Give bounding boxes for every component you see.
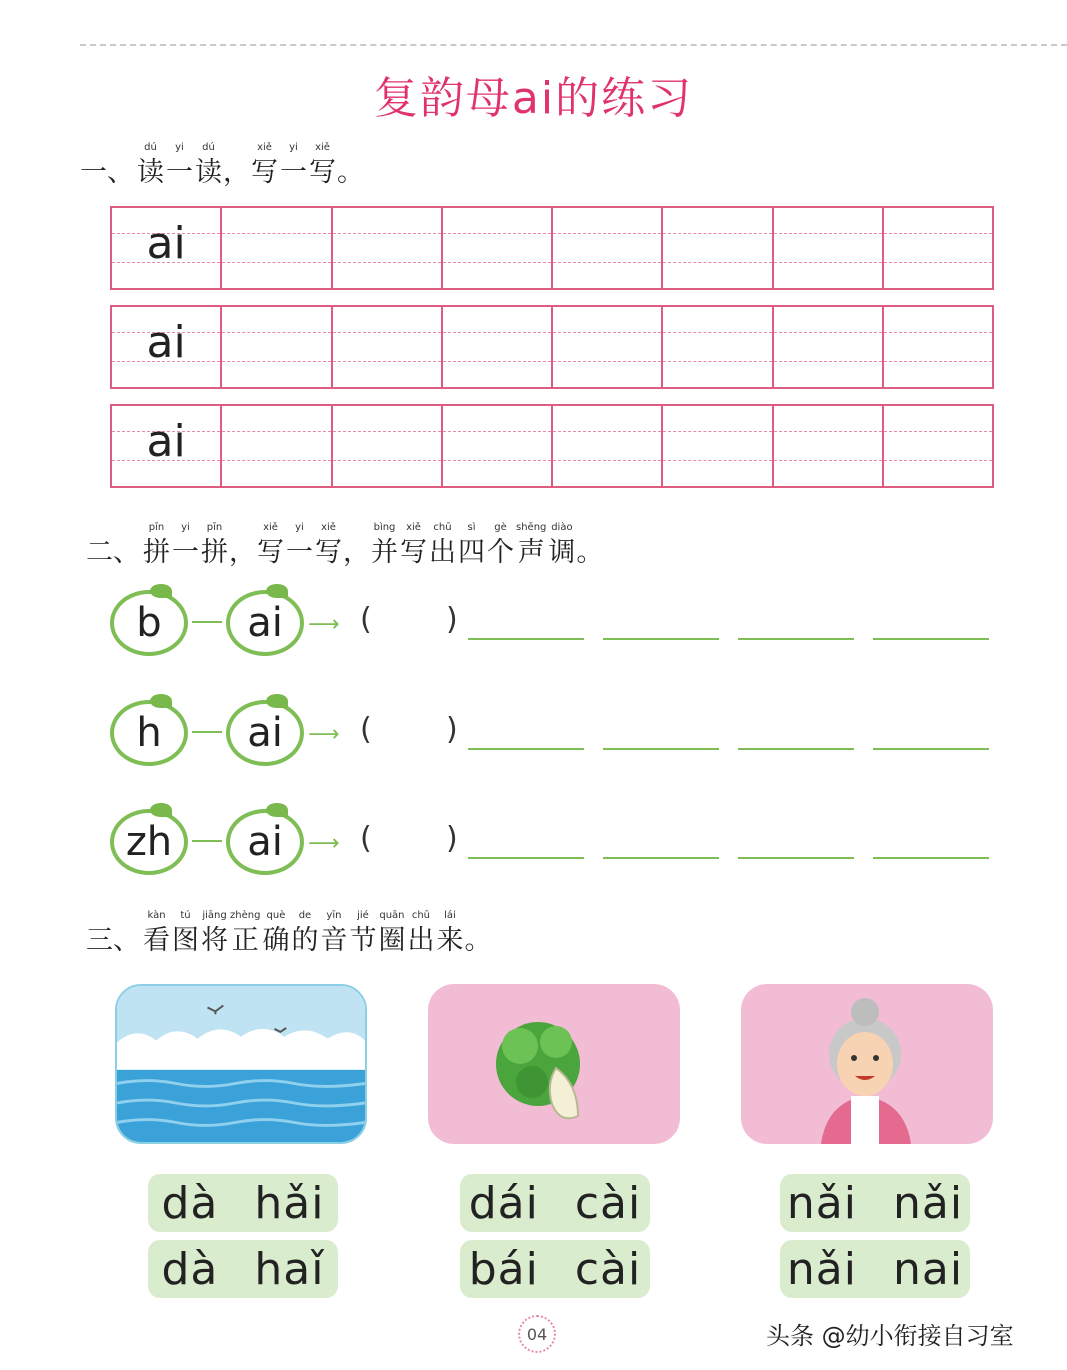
paren-close: ) [446, 712, 458, 747]
ruby-char: yīn 音 [320, 910, 348, 956]
initial-bubble: h [110, 700, 188, 766]
comma: ， [223, 157, 250, 188]
leaf-icon [150, 694, 172, 708]
grid-cell-sample [112, 208, 222, 288]
sea-picture [115, 984, 367, 1144]
grid-cell-blank[interactable] [663, 406, 773, 486]
page-title: 复韵母ai的练习 [373, 73, 694, 124]
ruby-char: pīn 拼 [201, 522, 228, 568]
answer-blank[interactable] [468, 748, 584, 750]
paren-close: ) [446, 821, 458, 856]
grid-cell-blank[interactable] [663, 307, 773, 387]
grid-cell-sample [112, 307, 222, 387]
answer-blank[interactable] [873, 748, 989, 750]
final-bubble: ai [226, 590, 304, 656]
answer-blank[interactable] [603, 638, 719, 640]
answer-blank[interactable] [468, 638, 584, 640]
ruby-char: chū 出 [429, 522, 456, 568]
leaf-icon [150, 584, 172, 598]
ruby-char: yi 一 [166, 142, 193, 188]
option-cabbage-2[interactable]: bái cài [460, 1240, 650, 1298]
grid-cell-blank[interactable] [774, 307, 884, 387]
section2-number: 二、 [86, 537, 140, 568]
grid-cell-blank[interactable] [333, 208, 443, 288]
answer-blank[interactable] [603, 857, 719, 859]
period: 。 [337, 157, 364, 188]
period: 。 [576, 537, 604, 568]
grid-cell-blank[interactable] [443, 208, 553, 288]
answer-blank[interactable] [873, 638, 989, 640]
leaf-icon [266, 803, 288, 817]
ruby-char: jiāng 将 [201, 910, 228, 956]
grid-cell-blank[interactable] [443, 307, 553, 387]
grid-cell-blank[interactable] [774, 208, 884, 288]
page-number: 04 [518, 1315, 556, 1353]
joiner-line [192, 840, 222, 842]
section3-number: 三、 [86, 925, 140, 956]
ruby-char: tú 图 [172, 910, 199, 956]
grid-cell-sample [112, 406, 222, 486]
initial-bubble: b [110, 590, 188, 656]
answer-blank[interactable] [603, 748, 719, 750]
final-bubble: ai [226, 700, 304, 766]
joiner-line [192, 621, 222, 623]
ruby-char: chū 出 [407, 910, 435, 956]
final-bubble: ai [226, 809, 304, 875]
ruby-char: yi 一 [286, 522, 313, 568]
leaf-icon [150, 803, 172, 817]
ruby-char: jié 节 [349, 910, 377, 956]
ruby-char: gè 个 [487, 522, 514, 568]
sample-text: ai [146, 416, 186, 467]
grid-cell-blank[interactable] [553, 208, 663, 288]
paren-open: ( [360, 821, 372, 856]
grid-cell-blank[interactable] [222, 406, 332, 486]
answer-blank[interactable] [738, 857, 854, 859]
grid-cell-blank[interactable] [663, 208, 773, 288]
ruby-char: diào 调 [548, 522, 576, 568]
ruby-char: pīn 拼 [143, 522, 170, 568]
comma: ， [343, 537, 370, 568]
answer-blank[interactable] [738, 748, 854, 750]
paren-open: ( [360, 712, 372, 747]
cabbage-picture [428, 984, 680, 1144]
ruby-char: xiě 写 [251, 142, 278, 188]
ruby-char: xiě 写 [257, 522, 284, 568]
period: 。 [464, 925, 492, 956]
ruby-char: xiě 写 [315, 522, 342, 568]
answer-blank[interactable] [738, 638, 854, 640]
sample-text: ai [146, 218, 186, 269]
ruby-char: zhèng 正 [230, 910, 261, 956]
ruby-char: dú 读 [195, 142, 222, 188]
ruby-char: kàn 看 [143, 910, 170, 956]
ruby-char: bìng 并 [371, 522, 398, 568]
ruby-char: quān 圈 [378, 910, 406, 956]
comma: ， [229, 537, 256, 568]
combo-row-h [108, 694, 998, 774]
combo-row-zh [108, 803, 998, 883]
ruby-char: xiě 写 [309, 142, 336, 188]
grid-cell-blank[interactable] [774, 406, 884, 486]
grid-cell-blank[interactable] [333, 406, 443, 486]
grid-cell-blank[interactable] [884, 406, 992, 486]
arrow-right-icon: ⟶ [308, 722, 340, 747]
top-dashed-divider [80, 44, 1067, 46]
paren-close: ) [446, 602, 458, 637]
section2-heading [86, 520, 603, 570]
grid-cell-blank[interactable] [333, 307, 443, 387]
ruby-char: shēng 声 [516, 522, 547, 568]
combo-row-b [108, 584, 998, 664]
paren-open: ( [360, 602, 372, 637]
grid-cell-blank[interactable] [443, 406, 553, 486]
writing-grid-row-1 [110, 206, 994, 290]
arrow-right-icon: ⟶ [308, 831, 340, 856]
ruby-char: de 的 [291, 910, 319, 956]
ruby-char: yi 一 [280, 142, 307, 188]
section1-heading [80, 140, 364, 190]
ruby-char: xiě 写 [400, 522, 427, 568]
ruby-char: dú 读 [137, 142, 164, 188]
option-cabbage-1[interactable]: dái cài [460, 1174, 650, 1232]
option-sea-1[interactable]: dà hǎi [148, 1174, 338, 1232]
initial-bubble: zh [110, 809, 188, 875]
ruby-char: sì 四 [458, 522, 485, 568]
ruby-char: lái 来 [436, 910, 464, 956]
writing-grid-row-2 [110, 305, 994, 389]
option-grandma-1[interactable]: nǎi nǎi [780, 1174, 970, 1232]
grid-cell-blank[interactable] [884, 208, 992, 288]
leaf-icon [266, 694, 288, 708]
answer-blank[interactable] [468, 857, 584, 859]
ruby-char: què 确 [262, 910, 290, 956]
sample-text: ai [146, 317, 186, 368]
joiner-line [192, 731, 222, 733]
source-credit: 头条 @幼小衔接自习室 [766, 1322, 1014, 1350]
option-grandma-2[interactable]: nǎi nai [780, 1240, 970, 1298]
option-sea-2[interactable]: dà haǐ [148, 1240, 338, 1298]
grid-cell-blank[interactable] [222, 307, 332, 387]
section1-number: 一、 [80, 157, 134, 188]
grid-cell-blank[interactable] [884, 307, 992, 387]
leaf-icon [266, 584, 288, 598]
grandma-picture [741, 984, 993, 1144]
grid-cell-blank[interactable] [222, 208, 332, 288]
arrow-right-icon: ⟶ [308, 612, 340, 637]
ruby-char: yi 一 [172, 522, 199, 568]
grid-cell-blank[interactable] [553, 307, 663, 387]
grid-cell-blank[interactable] [553, 406, 663, 486]
answer-blank[interactable] [873, 857, 989, 859]
writing-grid-row-3 [110, 404, 994, 488]
section3-heading [86, 908, 491, 958]
